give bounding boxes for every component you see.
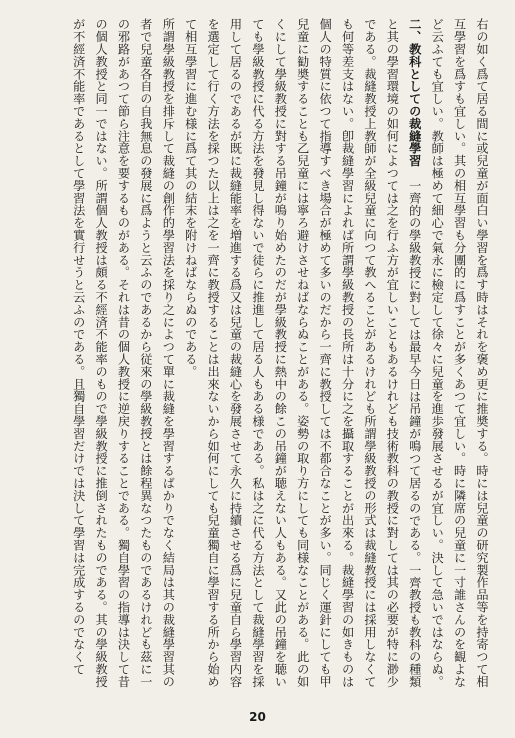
page-number: 20 [249, 710, 266, 724]
paragraph-1: 右の如く爲て居る間に或兒童が面白い學習を爲す時はそれを褒め更に推奬する。時には兒童の研究製作品等を持寄つて相互學習を爲すも宜しい。其の相互學習も分團的に爲すことが多くあつて宜しい。時に隣席の兒童に一寸誰さんのを観よなど云ふても宜しい。教師は極めて細心で氣永に檢定して徐々に兒童を進歩發展させるが宜しい。決して急いではならぬ。 [430, 18, 489, 688]
paragraph-3: 所謂學級教授を排斥して裁縫の創作的學習法を採り之によつて單に裁縫を學習するばかりでなく結局は其の裁縫學習其の者で兒童各自の自我無息の發展に爲ようと云ふのであるから従來の學級教授とは餘程異なつたものであるけれども茲に一の邪路があつて節ら注意を要するものがある。それは昔の個人教授に逆戻りすることである。獨自學習の指導は決して昔の個人教授と同一ではない。所謂個人教授は頗る不經済不能率のもので學級教授に推倒されたものである。其の學級教授が不經済不能率であるとして學習法を實行せうと云ふのである。且獨自學習だけでは決して學習は完成するのでなくて [71, 18, 176, 688]
section-continuation-text: 人の特質に依つて指導すべき場合が極めて多いのだから一齊に教授しては不都合なことが多い。同じく運針にしても甲兒童に勧奬することも乙兒童には寧ろ避けさせねばならぬことがある。姿勢の取り方にしても同様なことがある。此の如くにして學級教授に對する吊鐘が鳴り始めたのだが學級教授に熱中の餘この吊鐘が聴えない人もある。又此の吊鐘を聴いても學級教授に代る方法を發見し得ないで徒らに推進して居る人もある様である。私は之に代る方法として裁縫學習を採用して居るのであるが既に裁縫能率を増進する爲又は兒童の裁縫心を發展させて永久に持續させる爲に兒童自ら學習内容を選定して行く方法を採つた以上は之を一齊に教授することは出來ないから如何にしても兒童獨自に學習する所から始めて相互學習に進む様に爲て其の結末を附けねばならぬのである。 [183, 18, 333, 688]
section-heading: 二、教科としての裁縫學習 [407, 18, 422, 167]
section-paragraph [179, 18, 425, 698]
section-intro-text: 一齊的の學級教授に對しては最早今日は吊鐘が鳴つて居るのである。一齊教授も教科の種類と其の學習環境の如何によつては之を行ふ方が宜しいこともあるけれども技術教科の教授に對しては其の必要が特に渺少である。裁縫教授上教師が全級兒童に向つて教へることがあるけれども所謂學級教授の形式は裁縫教授には採用しなくても何等差支はない。卽裁縫學習によれば所謂學級教授の長所は十分に之を攝取することが出來る。裁縫學習の如きものは個 [318, 18, 422, 688]
vertical-text-body [17, 18, 493, 698]
